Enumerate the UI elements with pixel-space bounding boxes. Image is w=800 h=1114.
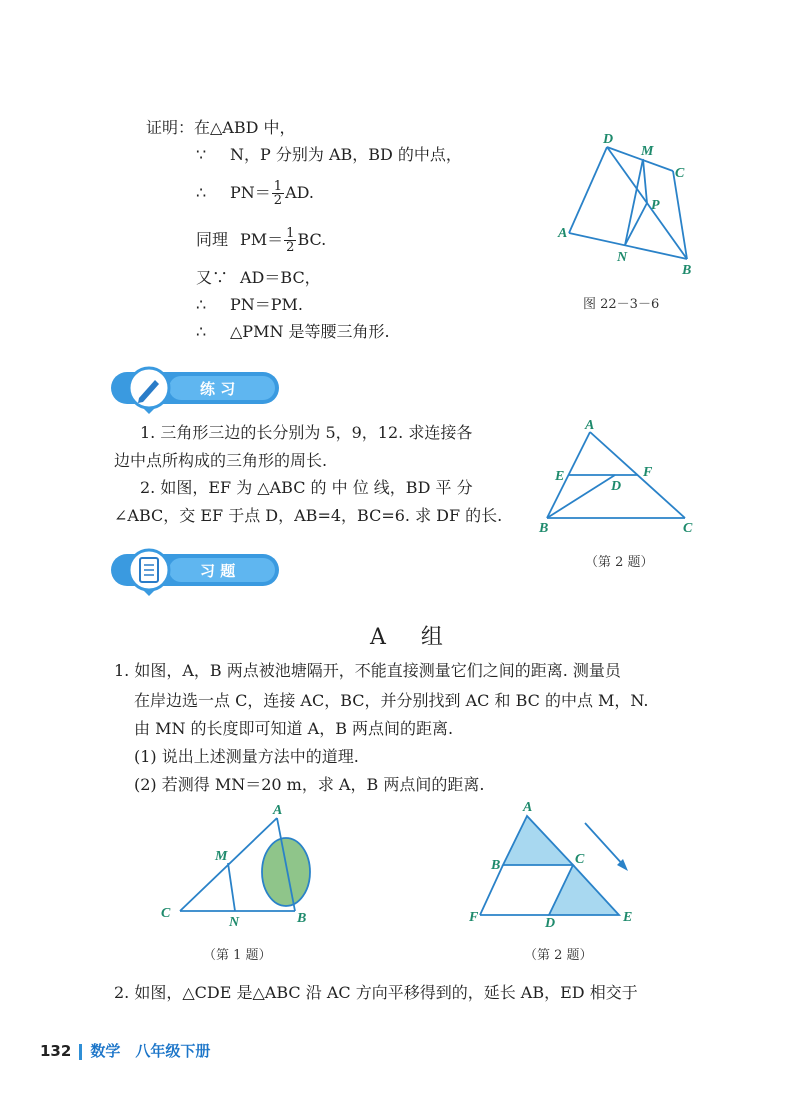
edge-DA bbox=[569, 147, 607, 233]
edge-DC bbox=[607, 147, 673, 171]
pond-shape bbox=[262, 838, 310, 906]
practice-q1-line-1: 1. 三角形三边的长分别为 5，9，12. 求连接各 bbox=[140, 423, 473, 442]
practice-q1-line-2: 边中点所构成的三角形的周长. bbox=[114, 451, 328, 470]
therefore-symbol-2: ∴ bbox=[196, 295, 207, 314]
direction-arrow-line bbox=[585, 823, 625, 867]
fraction-half bbox=[272, 180, 284, 207]
page-footer bbox=[40, 1040, 210, 1061]
edge-MN bbox=[625, 159, 643, 245]
practice-banner bbox=[105, 366, 285, 416]
figure-exercise-2 bbox=[465, 795, 650, 930]
triangle-ABC bbox=[503, 816, 573, 865]
exercise-1-line-1: 1. 如图，A，B 两点被池塘隔开，不能直接测量它们之间的距离. 测量员 bbox=[114, 661, 621, 680]
proof-line-5 bbox=[196, 267, 321, 289]
page-number: 132 bbox=[40, 1042, 72, 1060]
label-C: C bbox=[683, 521, 693, 536]
proof-bc: BC. bbox=[297, 230, 327, 249]
triangle-CDE bbox=[549, 865, 619, 915]
label-C: C bbox=[161, 906, 171, 921]
edge-CB bbox=[673, 171, 687, 259]
exercise-1-line-5: (2) 若测得 MN＝20 m，求 A，B 两点间的距离. bbox=[134, 775, 485, 794]
exercise-banner-label: 习 题 bbox=[200, 562, 236, 580]
label-A: A bbox=[273, 803, 283, 818]
edge-AB bbox=[569, 233, 687, 259]
proof-line-1: 证明：在△ABD 中， bbox=[146, 118, 296, 137]
label-D: D bbox=[545, 916, 556, 930]
edge-MP bbox=[643, 159, 647, 203]
fraction-numerator-2: 1 bbox=[286, 226, 295, 241]
proof-line-5-text: AD＝BC， bbox=[240, 268, 321, 287]
figure-practice-2-caption: （第 2 题） bbox=[585, 555, 654, 570]
practice-q2-line-2: ∠ABC，交 EF 于点 D，AB=4，BC=6. 求 DF 的长. bbox=[114, 506, 503, 525]
proof-line-7-text: △PMN 是等腰三角形. bbox=[230, 322, 390, 341]
same-reason-label: 同理 bbox=[196, 230, 229, 249]
label-C: C bbox=[675, 166, 685, 181]
label-A: A bbox=[558, 226, 568, 241]
fraction-denominator-2: 2 bbox=[286, 240, 295, 255]
label-F: F bbox=[469, 910, 479, 925]
label-A: A bbox=[585, 418, 595, 433]
proof-line-6-text: PN＝PM. bbox=[230, 295, 304, 314]
label-E: E bbox=[555, 469, 565, 484]
label-P: P bbox=[651, 198, 660, 213]
proof-line-7 bbox=[196, 321, 390, 343]
fraction-numerator: 1 bbox=[273, 179, 283, 194]
label-F: F bbox=[643, 465, 653, 480]
practice-banner-label: 练 习 bbox=[200, 380, 236, 398]
label-B: B bbox=[539, 521, 549, 536]
label-D: D bbox=[611, 479, 622, 494]
figure-22-3-6-caption: 图 22－3－6 bbox=[583, 297, 660, 312]
fraction-denominator: 2 bbox=[273, 193, 283, 208]
label-D: D bbox=[603, 132, 614, 147]
label-N: N bbox=[617, 250, 628, 265]
proof-pm-eq: PM＝ bbox=[240, 230, 284, 249]
figure-exercise-1 bbox=[155, 800, 325, 930]
label-A: A bbox=[523, 800, 533, 815]
proof-line-3 bbox=[196, 180, 314, 207]
label-B: B bbox=[297, 911, 307, 926]
proof-line-4 bbox=[196, 227, 326, 254]
fraction-half-2 bbox=[284, 227, 296, 254]
edge-PN bbox=[625, 203, 647, 245]
figure-practice-2 bbox=[535, 418, 705, 543]
label-E: E bbox=[623, 910, 633, 925]
label-N: N bbox=[229, 915, 240, 930]
proof-pn-eq: PN＝ bbox=[230, 183, 271, 202]
exercise-1-line-4: (1) 说出上述测量方法中的道理. bbox=[134, 747, 359, 766]
therefore-symbol: ∴ bbox=[196, 183, 207, 202]
label-B: B bbox=[491, 858, 501, 873]
label-B: B bbox=[682, 263, 692, 278]
proof-line-2-text: N，P 分别为 AB，BD 的中点， bbox=[230, 145, 462, 164]
proof-line-6 bbox=[196, 294, 303, 316]
therefore-symbol-3: ∴ bbox=[196, 322, 207, 341]
practice-q2-line-1: 2. 如图，EF 为 △ABC 的 中 位 线，BD 平 分 bbox=[140, 478, 473, 497]
footer-divider bbox=[79, 1044, 82, 1060]
because-symbol: ∵ bbox=[196, 145, 207, 164]
exercise-1-line-2: 在岸边选一点 C，连接 AC，BC，并分别找到 AC 和 BC 的中点 M，N. bbox=[134, 691, 649, 710]
exercise-2-line-1: 2. 如图，△CDE 是△ABC 沿 AC 方向平移得到的，延长 AB，ED 相交于 bbox=[114, 983, 638, 1002]
label-C: C bbox=[575, 852, 585, 867]
also-because-label: 又∵ bbox=[196, 268, 229, 287]
label-M: M bbox=[641, 144, 654, 159]
book-title: 数学 八年级下册 bbox=[90, 1042, 211, 1060]
proof-line-2 bbox=[196, 144, 462, 166]
edge-MN bbox=[228, 863, 235, 911]
label-M: M bbox=[215, 849, 228, 864]
group-a-title: A 组 bbox=[370, 625, 457, 650]
figure-exercise-2-caption: （第 2 题） bbox=[524, 948, 593, 963]
exercise-banner bbox=[105, 548, 285, 598]
proof-ad: AD. bbox=[285, 183, 314, 202]
figure-22-3-6 bbox=[545, 125, 715, 285]
exercise-1-line-3: 由 MN 的长度即可知道 A，B 两点间的距离. bbox=[134, 719, 454, 738]
figure-exercise-1-caption: （第 1 题） bbox=[203, 948, 272, 963]
